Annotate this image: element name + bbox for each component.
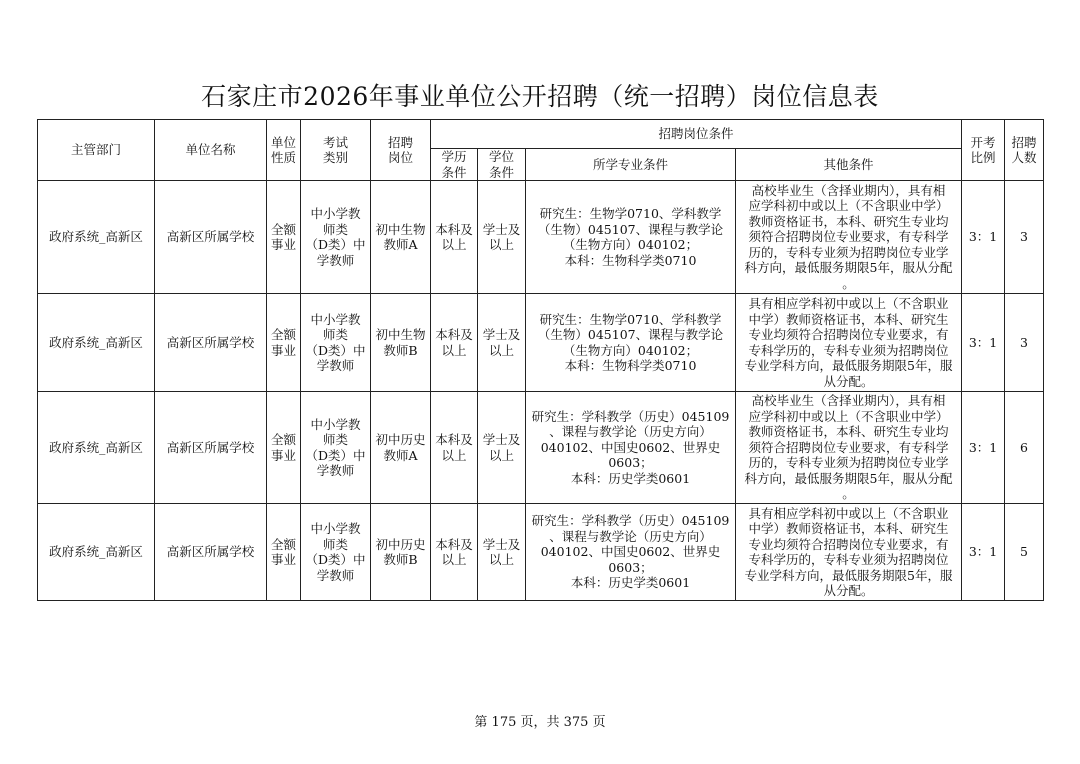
page-title: 石家庄市2026年事业单位公开招聘（统一招聘）岗位信息表 [201, 82, 879, 111]
cell-position: 初中历史 教师A [371, 392, 431, 504]
header-edu: 学历 条件 [431, 149, 478, 181]
cell-degree: 学士及 以上 [478, 181, 526, 294]
cell-position: 初中历史 教师B [371, 504, 431, 601]
job-info-table [37, 119, 1044, 601]
cell-nature: 全额 事业 [267, 504, 301, 601]
cell-major: 研究生：生物学0710、学科教学 （生物）045107、课程与教学论 （生物方向）040102； 本科：生物科学类0710 [526, 181, 736, 294]
cell-count: 3 [1005, 181, 1044, 294]
cell-position: 初中生物 教师A [371, 181, 431, 294]
cell-exam: 中小学教 师类 （D类）中 学教师 [301, 294, 371, 392]
header-degree: 学位 条件 [478, 149, 526, 181]
header-conditions: 招聘岗位条件 [431, 120, 962, 149]
cell-unit: 高新区所属学校 [155, 504, 267, 601]
cell-exam: 中小学教 师类 （D类）中 学教师 [301, 181, 371, 294]
cell-edu: 本科及 以上 [431, 504, 478, 601]
cell-exam: 中小学教 师类 （D类）中 学教师 [301, 504, 371, 601]
cell-other: 高校毕业生（含择业期内），具有相 应学科初中或以上（不含职业中学） 教师资格证书，本科、研究生专业均 须符合招聘岗位专业要求，有专科学 历的，专科专业须为招聘岗位专业学 科方向，最低服务期限5年，服从分配 。 [736, 392, 962, 504]
cell-edu: 本科及 以上 [431, 294, 478, 392]
header-row [38, 120, 1044, 149]
cell-degree: 学士及 以上 [478, 294, 526, 392]
cell-degree: 学士及 以上 [478, 392, 526, 504]
header-count: 招聘 人数 [1005, 120, 1044, 181]
cell-ratio: 3：1 [962, 504, 1005, 601]
header-unit: 单位名称 [155, 120, 267, 181]
cell-unit: 高新区所属学校 [155, 392, 267, 504]
cell-edu: 本科及 以上 [431, 392, 478, 504]
table-row [38, 392, 1044, 504]
cell-other: 具有相应学科初中或以上（不含职业 中学）教师资格证书，本科、研究生 专业均须符合招聘岗位专业要求，有 专科学历的，专科专业须为招聘岗位 专业学科方向，最低服务期限5年，服 从分配。 [736, 504, 962, 601]
cell-nature: 全额 事业 [267, 392, 301, 504]
header-other: 其他条件 [736, 149, 962, 181]
cell-ratio: 3：1 [962, 294, 1005, 392]
cell-major: 研究生：学科教学（历史）045109 、课程与教学论（历史方向） 040102、中国史0602、世界史 0603； 本科：历史学类0601 [526, 392, 736, 504]
cell-dept: 政府系统_高新区 [38, 504, 155, 601]
cell-ratio: 3：1 [962, 181, 1005, 294]
cell-other: 高校毕业生（含择业期内），具有相 应学科初中或以上（不含职业中学） 教师资格证书，本科、研究生专业均 须符合招聘岗位专业要求，有专科学 历的，专科专业须为招聘岗位专业学 科方向，最低服务期限5年，服从分配 。 [736, 181, 962, 294]
table-row [38, 181, 1044, 294]
cell-major: 研究生：学科教学（历史）045109 、课程与教学论（历史方向） 040102、中国史0602、世界史 0603； 本科：历史学类0601 [526, 504, 736, 601]
cell-position: 初中生物 教师B [371, 294, 431, 392]
cell-other: 具有相应学科初中或以上（不含职业 中学）教师资格证书，本科、研究生 专业均须符合招聘岗位专业要求，有 专科学历的，专科专业须为招聘岗位 专业学科方向，最低服务期限5年，服 从分配。 [736, 294, 962, 392]
cell-count: 5 [1005, 504, 1044, 601]
cell-unit: 高新区所属学校 [155, 294, 267, 392]
page-number: 第 175 页，共 375 页 [474, 715, 606, 730]
cell-degree: 学士及 以上 [478, 504, 526, 601]
cell-count: 6 [1005, 392, 1044, 504]
table-row [38, 294, 1044, 392]
header-exam: 考试 类别 [301, 120, 371, 181]
cell-nature: 全额 事业 [267, 294, 301, 392]
header-major: 所学专业条件 [526, 149, 736, 181]
cell-dept: 政府系统_高新区 [38, 392, 155, 504]
header-dept: 主管部门 [38, 120, 155, 181]
cell-ratio: 3：1 [962, 392, 1005, 504]
header-position: 招聘 岗位 [371, 120, 431, 181]
header-ratio: 开考 比例 [962, 120, 1005, 181]
table-row [38, 504, 1044, 601]
cell-count: 3 [1005, 294, 1044, 392]
cell-major: 研究生：生物学0710、学科教学 （生物）045107、课程与教学论 （生物方向）040102； 本科：生物科学类0710 [526, 294, 736, 392]
header-nature: 单位 性质 [267, 120, 301, 181]
cell-edu: 本科及 以上 [431, 181, 478, 294]
cell-unit: 高新区所属学校 [155, 181, 267, 294]
cell-exam: 中小学教 师类 （D类）中 学教师 [301, 392, 371, 504]
cell-dept: 政府系统_高新区 [38, 294, 155, 392]
cell-dept: 政府系统_高新区 [38, 181, 155, 294]
cell-nature: 全额 事业 [267, 181, 301, 294]
